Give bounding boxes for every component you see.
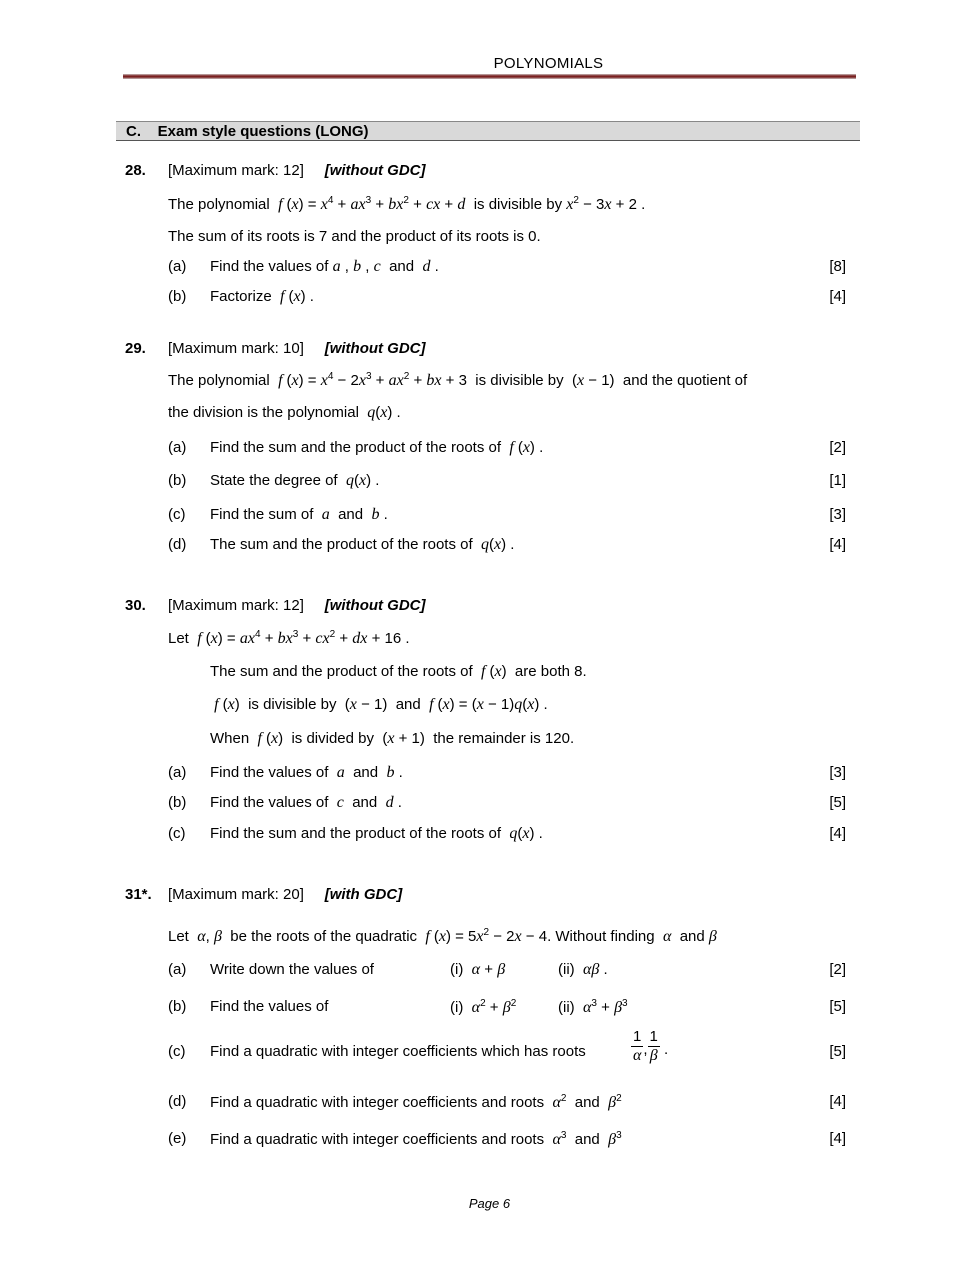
part-text: Find the sum and the product of the roots of q(x) . bbox=[210, 825, 543, 842]
question-number: 28. bbox=[125, 162, 146, 179]
question-header: [Maximum mark: 10] [without GDC] bbox=[168, 340, 426, 357]
condition-text: f (x) is divisible by (x − 1) and f (x) = (x − 1)q(x) . bbox=[214, 696, 548, 713]
part-text: State the degree of q(x) . bbox=[210, 472, 380, 489]
question-header: [Maximum mark: 20] [with GDC] bbox=[168, 886, 403, 903]
question-header: [Maximum mark: 12] [without GDC] bbox=[168, 162, 426, 179]
part-label: (c) bbox=[168, 825, 186, 842]
part-marks: [5] bbox=[829, 998, 846, 1015]
part-label: (c) bbox=[168, 1043, 186, 1060]
question-header: [Maximum mark: 12] [without GDC] bbox=[168, 597, 426, 614]
page-number: Page 6 bbox=[468, 1196, 511, 1211]
part-label: (b) bbox=[168, 288, 187, 305]
part-text: Find the sum and the product of the roots of f (x) . bbox=[210, 439, 544, 456]
question-text: The sum of its roots is 7 and the product of its roots is 0. bbox=[168, 228, 541, 245]
part-label: (d) bbox=[168, 536, 187, 553]
part-text: Find a quadratic with integer coefficients which has roots bbox=[210, 1043, 586, 1060]
part-label: (a) bbox=[168, 439, 187, 456]
part-marks: [1] bbox=[829, 472, 846, 489]
part-label: (c) bbox=[168, 506, 186, 523]
part-label: (a) bbox=[168, 258, 187, 275]
subpart: (i) $\alpha^2 + \beta^2$ bbox=[450, 998, 517, 1016]
section-heading: C. Exam style questions (LONG) bbox=[116, 121, 860, 141]
running-header: POLYNOMIALS bbox=[493, 55, 604, 72]
part-text: Find the values of c and d . bbox=[210, 794, 402, 811]
part-label: (b) bbox=[168, 794, 187, 811]
part-text: Find a quadratic with integer coefficients and roots $\alpha^2$ and $\beta^2$ bbox=[210, 1093, 622, 1111]
part-label: (d) bbox=[168, 1093, 187, 1110]
part-marks: [3] bbox=[829, 506, 846, 523]
subpart: (i) α + β bbox=[450, 961, 506, 978]
part-marks: [3] bbox=[829, 764, 846, 781]
part-text: Find a quadratic with integer coefficients and roots $\alpha^3$ and $\beta^3$ bbox=[210, 1130, 622, 1148]
part-marks: [4] bbox=[829, 1130, 846, 1147]
question-text: The polynomial f $(x) = x^4 + ax^3 + bx^2$ + cx + d is divisible by $x^2 - 3x + 2$ . bbox=[168, 195, 646, 213]
part-label: (a) bbox=[168, 764, 187, 781]
part-label: (b) bbox=[168, 998, 187, 1015]
question-number: 31*. bbox=[125, 886, 152, 903]
question-number: 29. bbox=[125, 340, 146, 357]
question-text: Let f $(x) = ax^4 + bx^3 + cx^2$ + dx + 16 . bbox=[168, 629, 410, 647]
part-marks: [4] bbox=[829, 536, 846, 553]
part-text: Find the values of a and b . bbox=[210, 764, 403, 781]
part-marks: [4] bbox=[829, 825, 846, 842]
part-text: Find the values of a , b , c and d . bbox=[210, 258, 439, 275]
part-text: Write down the values of bbox=[210, 961, 374, 978]
part-text: Find the sum of a and b . bbox=[210, 506, 388, 523]
part-marks: [5] bbox=[829, 794, 846, 811]
part-text: Find the values of bbox=[210, 998, 329, 1015]
header-rule bbox=[123, 74, 856, 79]
part-marks: [5] bbox=[829, 1043, 846, 1060]
part-text: The sum and the product of the roots of q(x) . bbox=[210, 536, 515, 553]
question-text: The polynomial f $(x) = x^4 - 2x^3 + ax^2$ + bx + 3 is divisible by (x − 1) and the quotient of bbox=[168, 371, 748, 389]
part-label: (e) bbox=[168, 1130, 187, 1147]
part-marks: [8] bbox=[829, 258, 846, 275]
part-label: (b) bbox=[168, 472, 187, 489]
question-text: Let α, β be the roots of the quadratic f $(x) = 5x^2 - 2x - 4$. Without finding α and β bbox=[168, 927, 717, 945]
question-text: the division is the polynomial q(x) . bbox=[168, 404, 401, 421]
part-marks: [2] bbox=[829, 439, 846, 456]
condition-text: The sum and the product of the roots of f (x) are both 8. bbox=[210, 663, 587, 680]
part-marks: [4] bbox=[829, 288, 846, 305]
condition-text: When f (x) is divided by (x + 1) the remainder is 120. bbox=[210, 730, 575, 747]
part-text: Factorize f (x) . bbox=[210, 288, 314, 305]
subpart: (ii) $\alpha^3 + \beta^3$ bbox=[558, 998, 628, 1016]
question-number: 30. bbox=[125, 597, 146, 614]
fraction-roots: $\frac{1}{\alpha}$ , $\frac{1}{\beta}$ . bbox=[632, 1028, 669, 1064]
part-marks: [2] bbox=[829, 961, 846, 978]
part-marks: [4] bbox=[829, 1093, 846, 1110]
part-label: (a) bbox=[168, 961, 187, 978]
subpart: (ii) αβ . bbox=[558, 961, 608, 978]
